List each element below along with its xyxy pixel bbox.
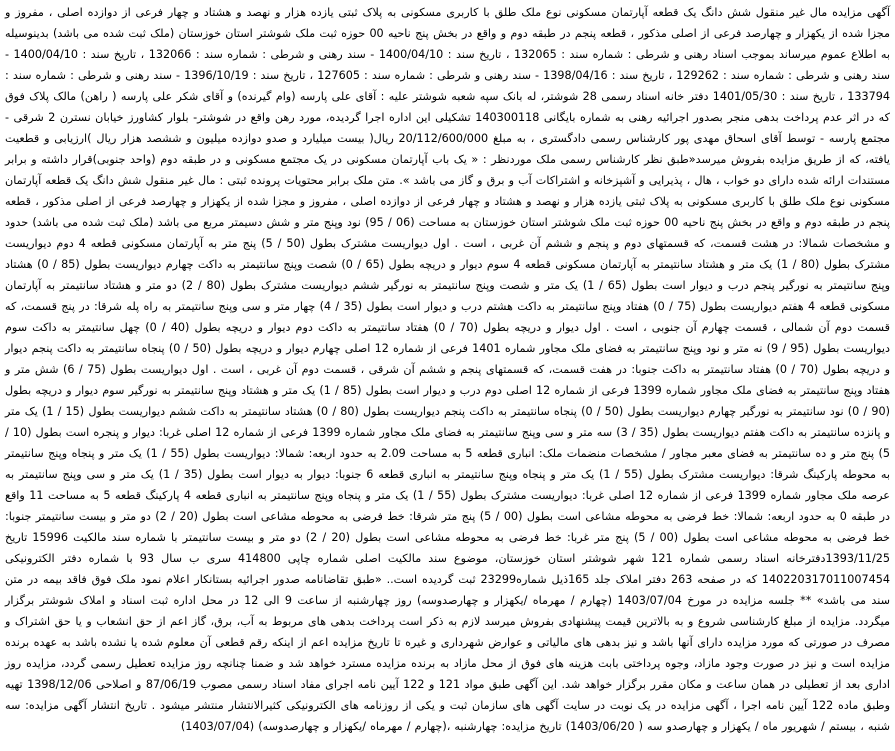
auction-notice-text: آگهی مزایده مال غیر منقول شش دانگ یک قطعه آپارتمان مسکونی نوع ملک طلق با کاربری مسکونی به پلاک ثبتی یازده هزار و نهصد و هشتاد و چهار فرعی از دوازده اصلی ، مفروز و مجزا شده از یکهزار و چهارصد فرعی از اصلی مذکور ، قطعه پنجم در طبقه دوم و واقع در بخش پنج ناحیه 00 حوزه ثبت ملک شوشتر استان خوزستان (ملک ثبت شده می باشد) بدینوسیله به اطلاع عموم میرساند بموجب اسناد رهنی و شرطی : شماره سند : 132065 ، تاریخ سند : 1400/04/10 - سند رهنی و شرطی : شماره سند : 132066 ، تاریخ سند : 1400/04/10 - سند رهنی و شرطی : شماره سند : 129262 ، تاریخ سند : 1398/04/16 - سند رهنی و شرطی : شماره سند : 127605 ، تاریخ سند : 1396/10/19 - سند رهنی و شرطی : شماره سند : 133794 ، تاریخ سند : 1401/05/30 دفتر خانه اسناد رسمی 28 شوشتر، له بانک سپه شعبه شوشتر علیه : آقای علی پارسه (وام گیرنده) و آقای شکر علی پارسه ( راهن) مالک پلاک فوق که در اثر عدم پرداخت بدهی منجر بصدور اجرائیه رهنی به شماره بایگانی 140300118 تشکیلی این اداره اجرا گردیده، مورد رهن واقع در شوشتر- بلوار کشاورز خیابان نسترن 2 شرقی - مجتمع پارسه - توسط آقای اسحاق مهدی پور کارشناس رسمی دادگستری ، به مبلغ 20/112/600/000 ریال( بیست میلیارد و صدو دوازده میلیون و ششصد هزار ریال )ارزیابی و قطعیت یافته، که از طریق مزایده بفروش میرسد«طبق نظر کارشناس رسمی ملک موردنظر : « یک باب آپارتمان مسکونی در یک مجتمع مسکونی و در طبقه دوم (واحد جنوبی)قرار داشته و برابر مستندات ارائه شده دارای دو خواب ، هال ، پذیرایی و آشپزخانه و اشتراکات آب و برق و گاز می باشد ». متن ملک برابر محتویات پرونده ثبتی : مال غیر منقول شش دانگ یک قطعه آپارتمان مسکونی نوع ملک طلق با کاربری مسکونی به پلاک ثبتی یازده هزار و نهصد و هشتاد و چهار فرعی از دوازده اصلی ، مفروز و مجزا شده از یکهزار و چهارصد فرعی از اصلی مذکور ، قطعه پنجم در طبقه دوم و واقع در بخش پنج ناحیه 00 حوزه ثبت ملک شوشتر استان خوزستان به مساحت (06 / 95) نود وپنج متر و شش دسیمتر مربع می باشد (ملک ثبت شده می باشد) حدود و مشخصات شمالا: در هشت قسمت، که قسمتهای دوم و پنجم و ششم آن غربی ، است . اول دیواریست مشترک بطول (50 / 5) پنج متر به آپارتمان مسکونی قطعه 4 دوم دیواریست مشترک بطول (80 / 1) یک متر و هشتاد سانتیمتر به آپارتمان مسکونی قطعه 4 سوم دیوار و دریچه بطول (65 / 0) شصت وپنج سانتیمتر به داکت چهارم دیواریست بطول (85 / 0) هشتاد وپنج سانتیمتر به نورگیر پنجم درب و دیوار است بطول (65 / 1) یک متر و شصت وپنج سانتیمتر به نورگیر ششم دیواریست مشترک بطول (80 / 2) دو متر و هشتاد سانتیمتر به آپارتمان مسکونی قطعه 4 هفتم دیواریست بطول (75 / 0) هفتاد وپنج سانتیمتر به داکت هشتم درب و دیوار است بطول (35 / 4) چهار متر و سی وپنج سانتیمتر به راه پله شرقا: در پنج قسمت، که قسمت دوم آن شمالی ، قسمت چهارم آن جنوبی ، است . اول دیوار و دریچه بطول (70 / 0) هفتاد سانتیمتر به داکت دوم دیوار و دریچه بطول (40 / 0) چهل سانتیمتر به داکت سوم دیواریست بطول (95 / 9) نه متر و نود وپنج سانتیمتر به فضای ملک مجاور شماره 1401 فرعی از شماره 12 اصلی چهارم دیوار و دریچه بطول (50 / 0) پنجاه سانتیمتر به داکت پنجم دیوار و دریچه بطول (70 / 0) هفتاد سانتیمتر به داکت جنوبا: در هفت قسمت، که قسمتهای پنجم و ششم آن شرقی ، قسمت دوم آن غربی ، است . اول دیواریست بطول (75 / 6) شش متر و هفتاد وپنج سانتیمتر به فضای ملک مجاور شماره 1399 فرعی از شماره 12 اصلی دوم درب و دیوار است بطول (85 / 1) یک متر و هشتاد وپنج سانتیمتر به نورگیر سوم دیوار و دریچه بطول (90 / 0) نود سانتیمتر به نورگیر چهارم دیواریست بطول (50 / 0) پنجاه سانتیمتر به داکت پنجم دیواریست بطول (80 / 0) هشتاد سانتیمتر به داکت ششم دیواریست بطول (15 / 1) یک متر و پانزده سانتیمتر به داکت هفتم دیواریست بطول (35 / 3) سه متر و سی وپنج سانتیمتر به فضای ملک مجاور شماره 1399 فرعی از شماره 12 اصلی غربا: دیوار و پنجره است بطول (10 / 5) پنج متر و ده سانتیمتر به فضای معبر مجاور / مشخصات منضمات ملک: انباری قطعه 5 به مساحت 2.09 به حدود اربعه: شمالا: دیواریست بطول (55 / 1) یک متر و پنجاه وپنج سانتیمتر به محوطه پارکینگ شرقا: دیواریست مشترک بطول (55 / 1) یک متر و پنجاه وپنج سانتیمتر به انباری قطعه 6 جنوبا: دیوار به دیوار است بطول (35 / 1) یک متر و سی وپنج سانتیمتر به عرصه ملک مجاور شماره 1399 فرعی از شماره 12 اصلی غربا: دیواریست مشترک بطول (55 / 1) یک متر و پنجاه وپنج سانتیمتر به انباری قطعه 4 پارکینگ قطعه 5 به مساحت 11 واقع در طبقه 0 به حدود اربعه: شمالا: خط فرضی به محوطه مشاعی است بطول (00 / 5) پنج متر شرقا: خط فرضی به محوطه مشاعی است بطول (20 / 2) دو متر و بیست سانتیمتر جنوبا: خط فرضی به محوطه مشاعی است بطول (00 / 5) پنج متر غربا: خط فرضی به محوطه مشاعی است بطول (20 / 2) دو متر و بیست سانتیمتر با شماره سند مالکیت 15996 تاریخ 1393/11/25دفترخانه اسناد رسمی شماره 121 شهر شوشتر استان خوزستان، موضوع سند مالکیت اصلی شماره چاپی 414800 سری ب سال 93 با شماره دفتر الکترونیکی 140220317011007454 که در صفحه 263 دفتر املاک جلد 165ذیل شماره23299 ثبت گردیده است.. «طبق تقاضانامه صدور اجرائیه بستانکار اعلام نمود ملک فوق فاقد بیمه در متن سند می باشد» ** جلسه مزایده در مورخ 1403/07/04 (چهارم / مهرماه /یکهزار و چهارصدوسه) روز چهارشنبه از ساعت 9 الی 12 در محل اداره ثبت اسناد و املاک شوشتر برگزار میگردد. مزایده از مبلغ کارشناسی شروع و به بالاترین قیمت پیشنهادی بفروش میرسد لازم به ذکر است پرداخت بدهی های مربوط به آب، برق، گاز اعم از حق انشعاب و یا حق اشتراک و مصرف در صورتی که مورد مزایده دارای آنها باشد و نیز بدهی های مالیاتی و عوارض شهرداری و غیره تا تاریخ مزایده اعم از اینکه رقم قطعی آن معلوم شده یا نشده باشد به عهده برنده مزایده است و نیز در صورت وجود مازاد، وجوه پرداختی بابت هزینه های فوق از محل مازاد به برنده مزایده مسترد خواهد شد و ضمنا چنانچه روز مزایده تعطیل رسمی گردد، مزایده روز اداری بعد از تعطیلی در همان ساعت و مکان مقرر برگزار خواهد شد. این آگهی طبق مواد 121 و 122 آیین نامه اجرای مفاد اسناد رسمی مصوب 87/06/19 و اصلاحی 1398/12/06 تهیه وطبق ماده 122 آیین نامه اجرا ، آگهی مزایده در یک نوبت در سایت آگهی های سازمان ثبت و یکی از روزنامه های الکترونیکی کثیرالانتشار منتشر میشود . تاریخ انتشار آگهی مزایده: سه شنبه ، بیستم / شهریور ماه / یکهزار و چهارصدو سه ( 1403/06/20) تاریخ مزایده: چهارشنبه ،(چهارم / مهرماه /یکهزار و چهارصدوسه) (1403/07/04)	[5, 6, 891, 733]
